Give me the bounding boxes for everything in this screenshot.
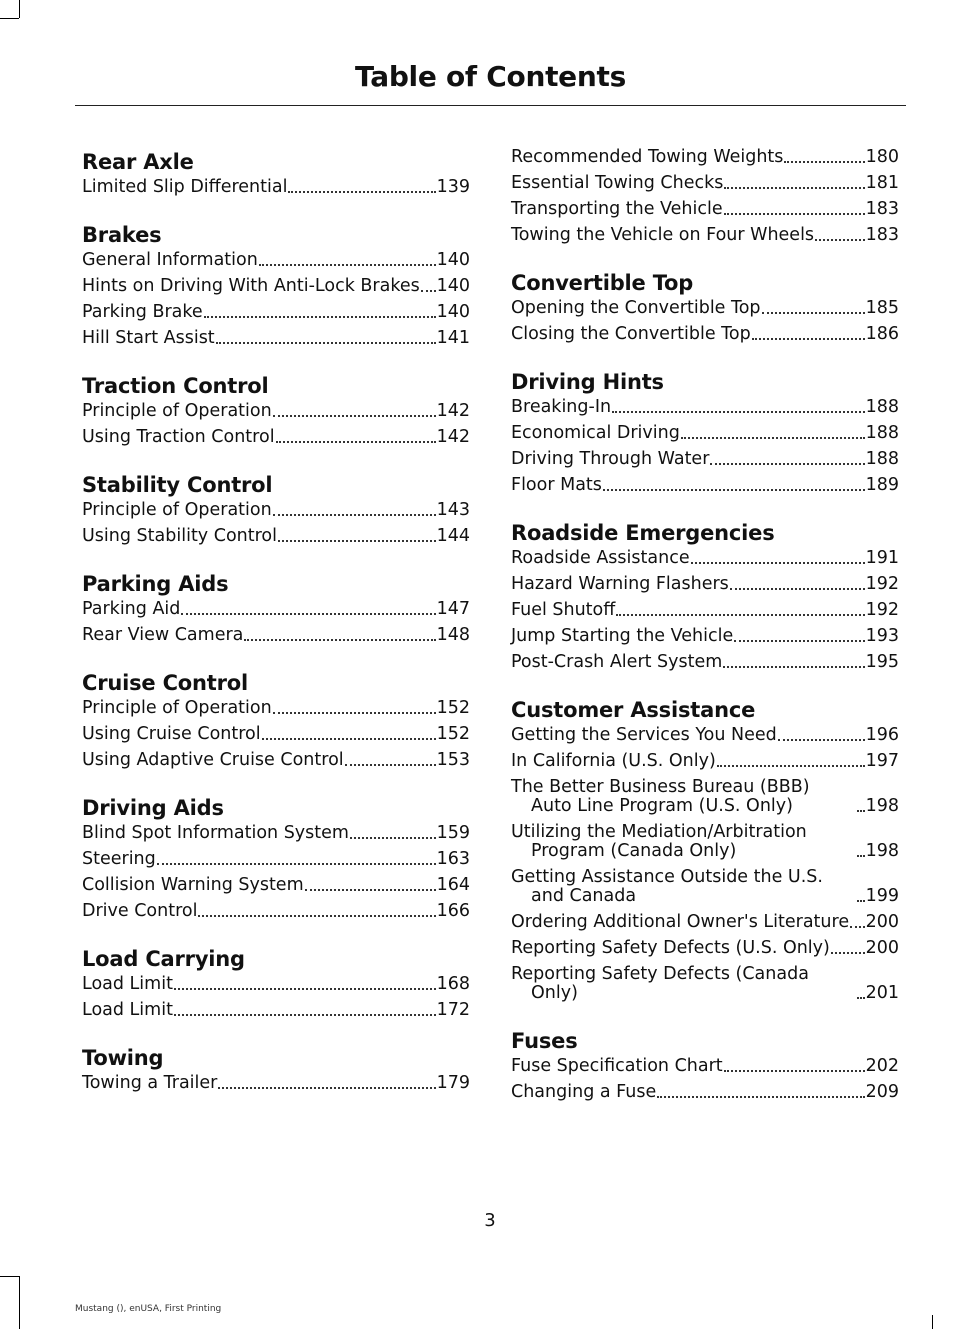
toc-entry[interactable] xyxy=(511,398,899,417)
toc-entry-page: 140 xyxy=(436,276,470,296)
dot-leader xyxy=(724,213,865,215)
toc-entry-page: 196 xyxy=(865,725,899,745)
toc-entry-page: 188 xyxy=(865,423,899,443)
section-title: Roadside Emergencies xyxy=(511,521,775,545)
dot-leader xyxy=(691,562,865,564)
dot-leader xyxy=(273,712,436,714)
toc-entry-page: 192 xyxy=(865,600,899,620)
toc-entry-title: Fuse Specification Chart xyxy=(511,1056,723,1076)
toc-entry-title: Collision Warning System xyxy=(82,875,304,895)
dot-leader xyxy=(198,915,435,917)
toc-entry[interactable] xyxy=(511,174,899,193)
toc-entry[interactable] xyxy=(511,913,899,932)
toc-entry-title: Load Limit xyxy=(82,1000,173,1020)
toc-entry-title: General Information xyxy=(82,250,258,270)
toc-section xyxy=(82,148,470,197)
toc-entry[interactable] xyxy=(511,549,899,568)
toc-entry[interactable] xyxy=(511,575,899,594)
toc-entry[interactable] xyxy=(82,527,470,546)
toc-entry[interactable] xyxy=(82,725,470,744)
dot-leader xyxy=(218,1087,435,1089)
crop-mark xyxy=(19,0,20,18)
toc-entry-title: Closing the Convertible Top xyxy=(511,324,751,344)
toc-section xyxy=(82,669,470,770)
crop-mark xyxy=(0,18,19,19)
toc-entry-title: Getting the Services You Need xyxy=(511,725,777,745)
toc-entry-page: 164 xyxy=(436,875,470,895)
toc-entry-page: 201 xyxy=(865,983,899,1003)
section-title: Traction Control xyxy=(82,374,269,398)
toc-entry-page: 144 xyxy=(436,526,470,546)
section-title: Driving Aids xyxy=(82,796,224,820)
toc-entry[interactable] xyxy=(82,402,470,421)
toc-entry-page: 199 xyxy=(865,886,899,906)
dot-leader xyxy=(278,540,436,542)
toc-entry-page: 188 xyxy=(865,397,899,417)
toc-section xyxy=(82,794,470,921)
toc-entry-page: 192 xyxy=(865,574,899,594)
page-number: 3 xyxy=(484,1210,496,1231)
toc-entry[interactable] xyxy=(511,476,899,495)
toc-entry-title: Roadside Assistance xyxy=(511,548,690,568)
dot-leader xyxy=(244,639,435,641)
toc-entry-page: 183 xyxy=(865,199,899,219)
toc-section xyxy=(511,148,899,245)
toc-entry-page: 139 xyxy=(436,177,470,197)
toc-entry[interactable] xyxy=(511,200,899,219)
dot-leader xyxy=(603,489,865,491)
toc-section xyxy=(82,1044,470,1093)
toc-entry-title: Reporting Safety Defects (U.S. Only) xyxy=(511,938,830,958)
section-title: Brakes xyxy=(82,223,162,247)
toc-section xyxy=(511,1027,899,1102)
toc-entry-title: Parking Aid xyxy=(82,599,181,619)
toc-entry-page: 200 xyxy=(865,912,899,932)
toc-entry-page: 159 xyxy=(436,823,470,843)
toc-entry[interactable] xyxy=(511,226,899,245)
toc-entry-page: 168 xyxy=(436,974,470,994)
toc-entry[interactable] xyxy=(511,424,899,443)
toc-entry-title: Principle of Operation xyxy=(82,500,272,520)
dot-leader xyxy=(273,415,436,417)
toc-entry-page: 152 xyxy=(436,724,470,744)
toc-entry-page: 191 xyxy=(865,548,899,568)
crop-mark xyxy=(932,1315,933,1329)
toc-entry[interactable] xyxy=(82,876,470,895)
toc-entry[interactable] xyxy=(511,939,899,958)
dot-leader xyxy=(724,187,864,189)
toc-entry-page: 166 xyxy=(436,901,470,921)
toc-entry-title: Floor Mats xyxy=(511,475,602,495)
toc-entry-page: 142 xyxy=(436,427,470,447)
toc-entry[interactable] xyxy=(511,450,899,469)
toc-entry-page: 142 xyxy=(436,401,470,421)
section-title: Fuses xyxy=(511,1029,578,1053)
toc-entry[interactable] xyxy=(82,902,470,921)
toc-entry-title: The Better Business Bureau (BBB) Auto Line Program (U.S. Only) xyxy=(511,777,810,816)
toc-entry-page: 198 xyxy=(865,796,899,816)
toc-entry[interactable] xyxy=(82,751,470,770)
toc-entry-title: Ordering Additional Owner's Literature xyxy=(511,912,850,932)
toc-entry[interactable] xyxy=(511,148,899,167)
toc-entry-title: Post-Crash Alert System xyxy=(511,652,723,672)
toc-entry-title: Steering xyxy=(82,849,156,869)
dot-leader xyxy=(181,613,435,615)
dot-leader xyxy=(421,290,436,292)
toc-entry-page: 172 xyxy=(436,1000,470,1020)
toc-entry-title: Breaking-In xyxy=(511,397,612,417)
section-title: Towing xyxy=(82,1046,164,1070)
toc-entry[interactable] xyxy=(82,699,470,718)
dot-leader xyxy=(259,264,436,266)
dot-leader xyxy=(850,926,865,928)
page-title: Table of Contents xyxy=(355,60,626,93)
toc-entry-page: 153 xyxy=(436,750,470,770)
toc-entry[interactable] xyxy=(511,1083,899,1102)
title-divider xyxy=(75,105,906,106)
dot-leader xyxy=(262,738,436,740)
toc-entry-title: Getting Assistance Outside the U.S. and Canada xyxy=(511,867,823,906)
toc-entry-title: Opening the Convertible Top xyxy=(511,298,761,318)
toc-entry[interactable] xyxy=(82,251,470,270)
section-title: Convertible Top xyxy=(511,271,694,295)
toc-entry-title: Driving Through Water xyxy=(511,449,710,469)
toc-entry[interactable] xyxy=(511,601,899,620)
dot-leader xyxy=(831,952,865,954)
toc-entry-page: 185 xyxy=(865,298,899,318)
toc-entry-title: Limited Slip Differential xyxy=(82,177,288,197)
toc-entry-title: Utilizing the Mediation/Arbitration Program (Canada Only) xyxy=(511,822,807,861)
toc-entry-page: 193 xyxy=(865,626,899,646)
toc-entry-page: 202 xyxy=(865,1056,899,1076)
toc-entry-page: 186 xyxy=(865,324,899,344)
toc-entry-page: 195 xyxy=(865,652,899,672)
toc-entry[interactable] xyxy=(82,329,470,348)
toc-entry-title: Towing a Trailer xyxy=(82,1073,218,1093)
toc-entry-page: 198 xyxy=(865,841,899,861)
toc-entry-page: 200 xyxy=(865,938,899,958)
toc-entry[interactable] xyxy=(511,325,899,344)
dot-leader xyxy=(305,889,436,891)
toc-entry-page: 183 xyxy=(865,225,899,245)
dot-leader xyxy=(724,1070,865,1072)
toc-entry-title: Recommended Towing Weights xyxy=(511,147,784,167)
toc-entry-title: Principle of Operation xyxy=(82,698,272,718)
toc-entry[interactable] xyxy=(511,726,899,745)
toc-entry[interactable] xyxy=(82,975,470,994)
toc-entry-title: Using Adaptive Cruise Control xyxy=(82,750,344,770)
toc-section xyxy=(82,221,470,348)
toc-entry-title: Principle of Operation xyxy=(82,401,272,421)
toc-entry-title: Hints on Driving With Anti-Lock Brakes xyxy=(82,276,420,296)
toc-entry[interactable] xyxy=(82,824,470,843)
toc-entry[interactable] xyxy=(82,277,470,296)
toc-entry-title: Towing the Vehicle on Four Wheels xyxy=(511,225,815,245)
dot-leader xyxy=(216,342,436,344)
toc-entry-title: Using Cruise Control xyxy=(82,724,261,744)
dot-leader xyxy=(174,1014,436,1016)
toc-entry-page: 163 xyxy=(436,849,470,869)
section-title: Driving Hints xyxy=(511,370,664,394)
toc-entry-title: Essential Towing Checks xyxy=(511,173,724,193)
toc-entry-page: 189 xyxy=(865,475,899,495)
toc-entry-page: 180 xyxy=(865,147,899,167)
toc-entry-page: 140 xyxy=(436,250,470,270)
dot-leader xyxy=(857,855,865,857)
toc-entry-page: 148 xyxy=(436,625,470,645)
toc-entry-page: 179 xyxy=(436,1073,470,1093)
crop-mark xyxy=(0,1276,19,1277)
dot-leader xyxy=(657,1096,864,1098)
toc-column-right xyxy=(511,148,899,1126)
dot-leader xyxy=(204,316,436,318)
section-title: Rear Axle xyxy=(82,150,194,174)
toc-entry-title: Drive Control xyxy=(82,901,198,921)
dot-leader xyxy=(857,810,865,812)
toc-entry-title: Economical Driving xyxy=(511,423,680,443)
dot-leader xyxy=(723,666,864,668)
toc-entry[interactable] xyxy=(511,653,899,672)
toc-entry[interactable] xyxy=(511,1057,899,1076)
toc-entry-title: Transporting the Vehicle xyxy=(511,199,723,219)
toc-entry[interactable] xyxy=(82,178,470,197)
dot-leader xyxy=(350,837,436,839)
toc-entry-page: 140 xyxy=(436,302,470,322)
toc-entry-title: Parking Brake xyxy=(82,302,203,322)
toc-entry[interactable] xyxy=(511,965,899,1003)
toc-entry[interactable] xyxy=(511,752,899,771)
toc-entry-page: 209 xyxy=(865,1082,899,1102)
toc-entry[interactable] xyxy=(511,868,899,906)
toc-section xyxy=(82,945,470,1020)
dot-leader xyxy=(345,764,436,766)
dot-leader xyxy=(730,588,865,590)
print-footer: Mustang (), enUSA, First Printing xyxy=(75,1304,222,1314)
toc-entry-title: Fuel Shutoff xyxy=(511,600,616,620)
toc-entry-title: Changing a Fuse xyxy=(511,1082,657,1102)
toc-entry-page: 181 xyxy=(865,173,899,193)
section-title: Load Carrying xyxy=(82,947,245,971)
toc-entry[interactable] xyxy=(82,1074,470,1093)
toc-entry[interactable] xyxy=(82,850,470,869)
toc-section xyxy=(511,368,899,495)
toc-section xyxy=(511,519,899,672)
toc-entry-title: Reporting Safety Defects (Canada Only) xyxy=(511,964,809,1003)
toc-entry-title: Jump Starting the Vehicle xyxy=(511,626,734,646)
toc-entry-page: 147 xyxy=(436,599,470,619)
dot-leader xyxy=(784,161,864,163)
toc-entry-page: 188 xyxy=(865,449,899,469)
toc-entry-title: In California (U.S. Only) xyxy=(511,751,716,771)
dot-leader xyxy=(273,514,436,516)
crop-mark xyxy=(19,1276,20,1329)
toc-entry-title: Using Traction Control xyxy=(82,427,275,447)
toc-entry[interactable] xyxy=(511,627,899,646)
dot-leader xyxy=(815,239,865,241)
dot-leader xyxy=(288,191,435,193)
toc-entry-page: 197 xyxy=(865,751,899,771)
section-title: Customer Assistance xyxy=(511,698,756,722)
dot-leader xyxy=(681,437,865,439)
toc-entry[interactable] xyxy=(82,428,470,447)
toc-entry[interactable] xyxy=(511,823,899,861)
toc-entry-title: Hazard Warning Flashers xyxy=(511,574,729,594)
toc-section xyxy=(82,372,470,447)
section-title: Stability Control xyxy=(82,473,273,497)
toc-entry[interactable] xyxy=(82,303,470,322)
toc-section xyxy=(82,471,470,546)
toc-section xyxy=(511,696,899,1003)
toc-entry-title: Blind Spot Information System xyxy=(82,823,349,843)
toc-entry[interactable] xyxy=(82,1001,470,1020)
toc-entry-title: Hill Start Assist xyxy=(82,328,215,348)
toc-section xyxy=(82,570,470,645)
dot-leader xyxy=(157,863,436,865)
toc-entry-page: 141 xyxy=(436,328,470,348)
dot-leader xyxy=(778,739,865,741)
toc-entry-page: 143 xyxy=(436,500,470,520)
dot-leader xyxy=(174,988,436,990)
dot-leader xyxy=(276,441,436,443)
dot-leader xyxy=(717,765,865,767)
toc-column-left xyxy=(82,148,470,1117)
dot-leader xyxy=(857,900,865,902)
toc-section xyxy=(511,269,899,344)
section-title: Cruise Control xyxy=(82,671,248,695)
toc-entry[interactable] xyxy=(82,501,470,520)
dot-leader xyxy=(616,614,864,616)
dot-leader xyxy=(612,411,865,413)
toc-entry-title: Load Limit xyxy=(82,974,173,994)
dot-leader xyxy=(762,312,865,314)
toc-entry-title: Using Stability Control xyxy=(82,526,277,546)
toc-entry[interactable] xyxy=(511,778,899,816)
toc-entry-title: Rear View Camera xyxy=(82,625,244,645)
dot-leader xyxy=(752,338,865,340)
toc-entry[interactable] xyxy=(82,600,470,619)
dot-leader xyxy=(857,997,865,999)
section-title: Parking Aids xyxy=(82,572,229,596)
dot-leader xyxy=(734,640,864,642)
toc-entry-page: 152 xyxy=(436,698,470,718)
toc-entry[interactable] xyxy=(82,626,470,645)
dot-leader xyxy=(710,463,864,465)
toc-entry[interactable] xyxy=(511,299,899,318)
